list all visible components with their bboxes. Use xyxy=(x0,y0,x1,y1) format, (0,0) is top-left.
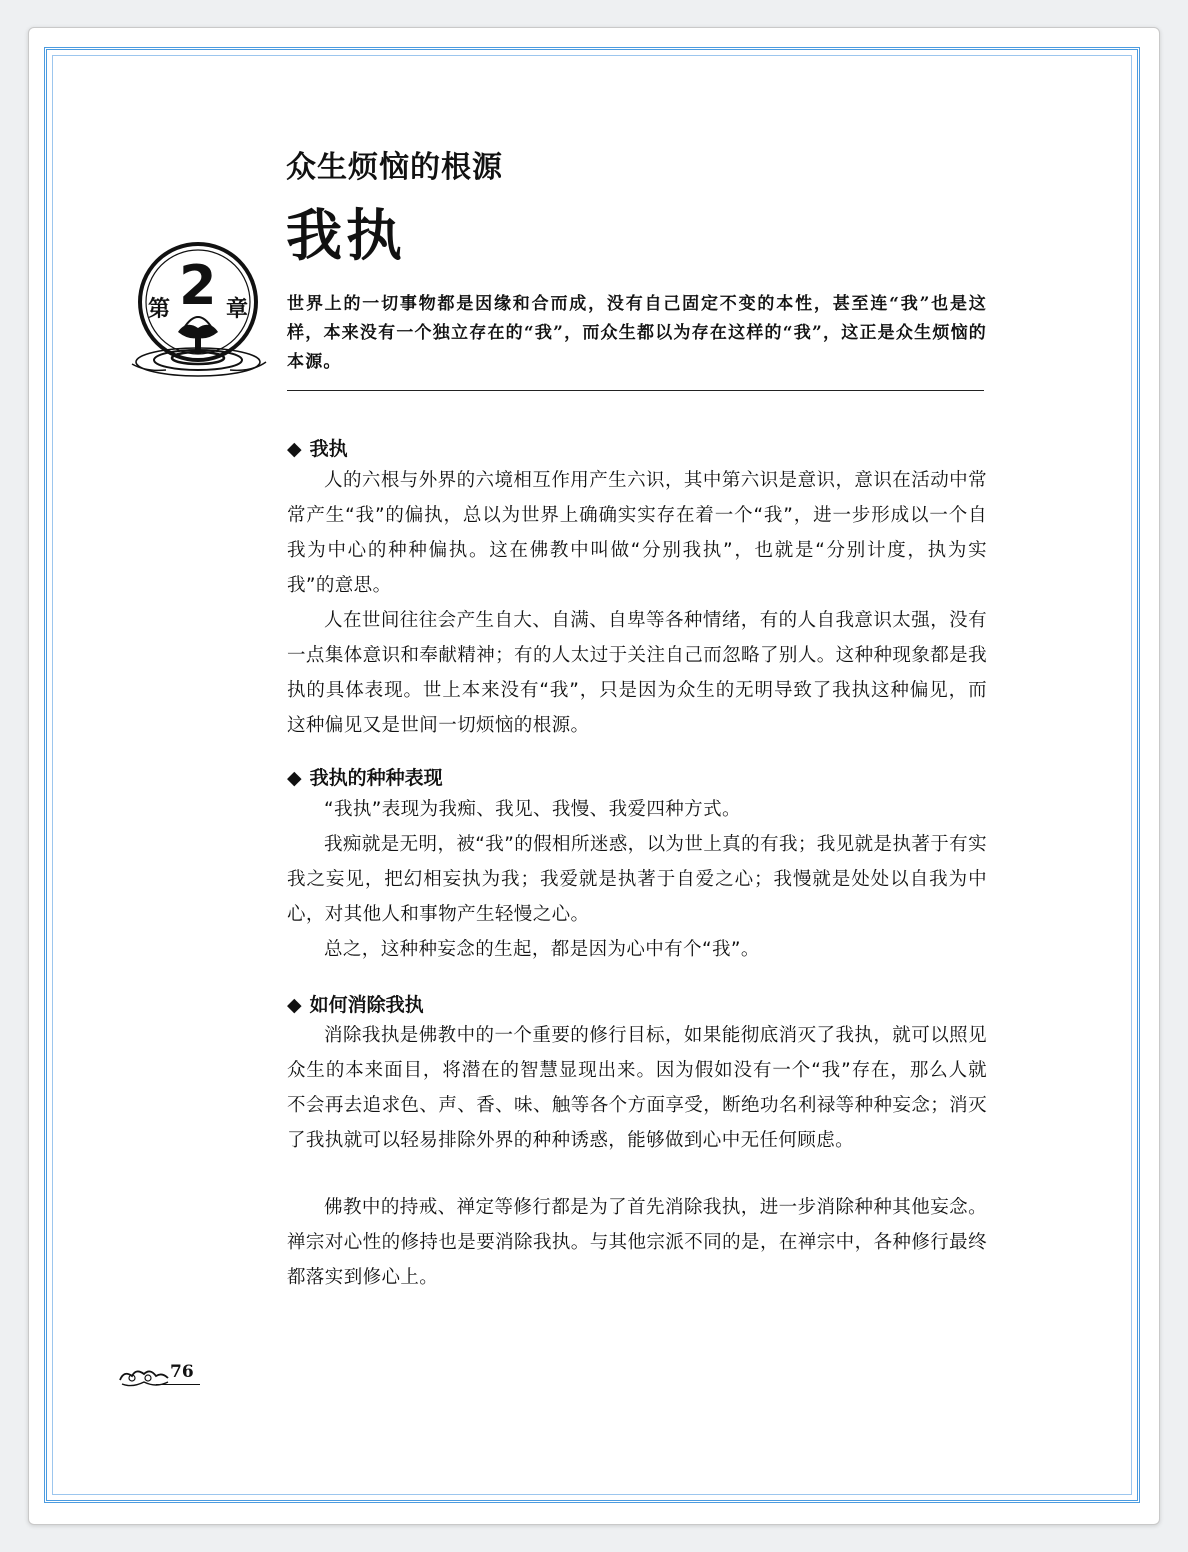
paragraph: 我痴就是无明，被“我”的假相所迷惑，以为世上真的有我；我见就是执著于有实我之妄见，把幻相妄执为我；我爱就是执著于自爱之心；我慢就是处处以自我为中心，对其他人和事物产生轻慢之心。 xyxy=(287,834,987,925)
chapter-title: 我执 xyxy=(286,203,406,269)
cloud-scroll-icon xyxy=(118,1362,170,1392)
chapter-badge-text xyxy=(126,236,276,386)
section-heading-3 xyxy=(287,990,424,1017)
section-heading-2 xyxy=(287,763,443,790)
diamond-bullet-icon: ◆ xyxy=(287,438,302,460)
chapter-intro: 世界上的一切事物都是因缘和合而成，没有自己固定不变的本性，甚至连“我”也是这样，本来没有一个独立存在的“我”，而众生都以为存在这样的“我”，这正是众生烦恼的本源。 xyxy=(287,294,987,372)
paragraph: 消除我执是佛教中的一个重要的修行目标，如果能彻底消灭了我执，就可以照见众生的本来面目，将潜在的智慧显现出来。因为假如没有一个“我”存在，那么人就不会再去追求色、声、香、味、触等各个方面享受，断绝功名利禄等种种妄念；消灭了我执就可以轻易排除外界的种种诱惑，能够做到心中无任何顾虑。 xyxy=(287,1025,987,1151)
chapter-prefix: 第 xyxy=(148,296,171,322)
page-number: 76 xyxy=(170,1362,194,1382)
section-heading-1 xyxy=(287,434,348,461)
section-heading-text: 我执 xyxy=(309,438,348,460)
diamond-bullet-icon: ◆ xyxy=(287,767,302,789)
divider-rule xyxy=(287,390,984,391)
paragraph: 总之，这种种妄念的生起，都是因为心中有个“我”。 xyxy=(324,939,760,960)
chapter-badge xyxy=(126,236,276,386)
paragraph: 佛教中的持戒、禅定等修行都是为了首先消除我执，进一步消除种种其他妄念。禅宗对心性的修持也是要消除我执。与其他宗派不同的是，在禅宗中，各种修行最终都落实到修心上。 xyxy=(287,1197,987,1288)
paragraph: 人的六根与外界的六境相互作用产生六识，其中第六识是意识，意识在活动中常常产生“我”的偏执，总以为世界上确确实实存在着一个“我”，进一步形成以一个自我为中心的种种偏执。这在佛教中叫做“分别我执”，也就是“分别计度，执为实我”的意思。 xyxy=(287,470,987,596)
section-heading-text: 我执的种种表现 xyxy=(309,767,443,789)
chapter-number: 2 xyxy=(179,254,217,317)
diamond-bullet-icon: ◆ xyxy=(287,994,302,1016)
paragraph: “我执”表现为我痴、我见、我慢、我爱四种方式。 xyxy=(324,799,741,820)
section-heading-text: 如何消除我执 xyxy=(309,994,424,1016)
page-number-underline xyxy=(156,1384,200,1385)
paragraph: 人在世间往往会产生自大、自满、自卑等各种情绪，有的人自我意识太强，没有一点集体意识和奉献精神；有的人太过于关注自己而忽略了别人。这种种现象都是我执的具体表现。世上本来没有“我”，只是因为众生的无明导致了我执这种偏见，而这种偏见又是世间一切烦恼的根源。 xyxy=(287,610,987,736)
chapter-subtitle: 众生烦恼的根源 xyxy=(286,150,503,185)
chapter-suffix: 章 xyxy=(226,296,249,322)
